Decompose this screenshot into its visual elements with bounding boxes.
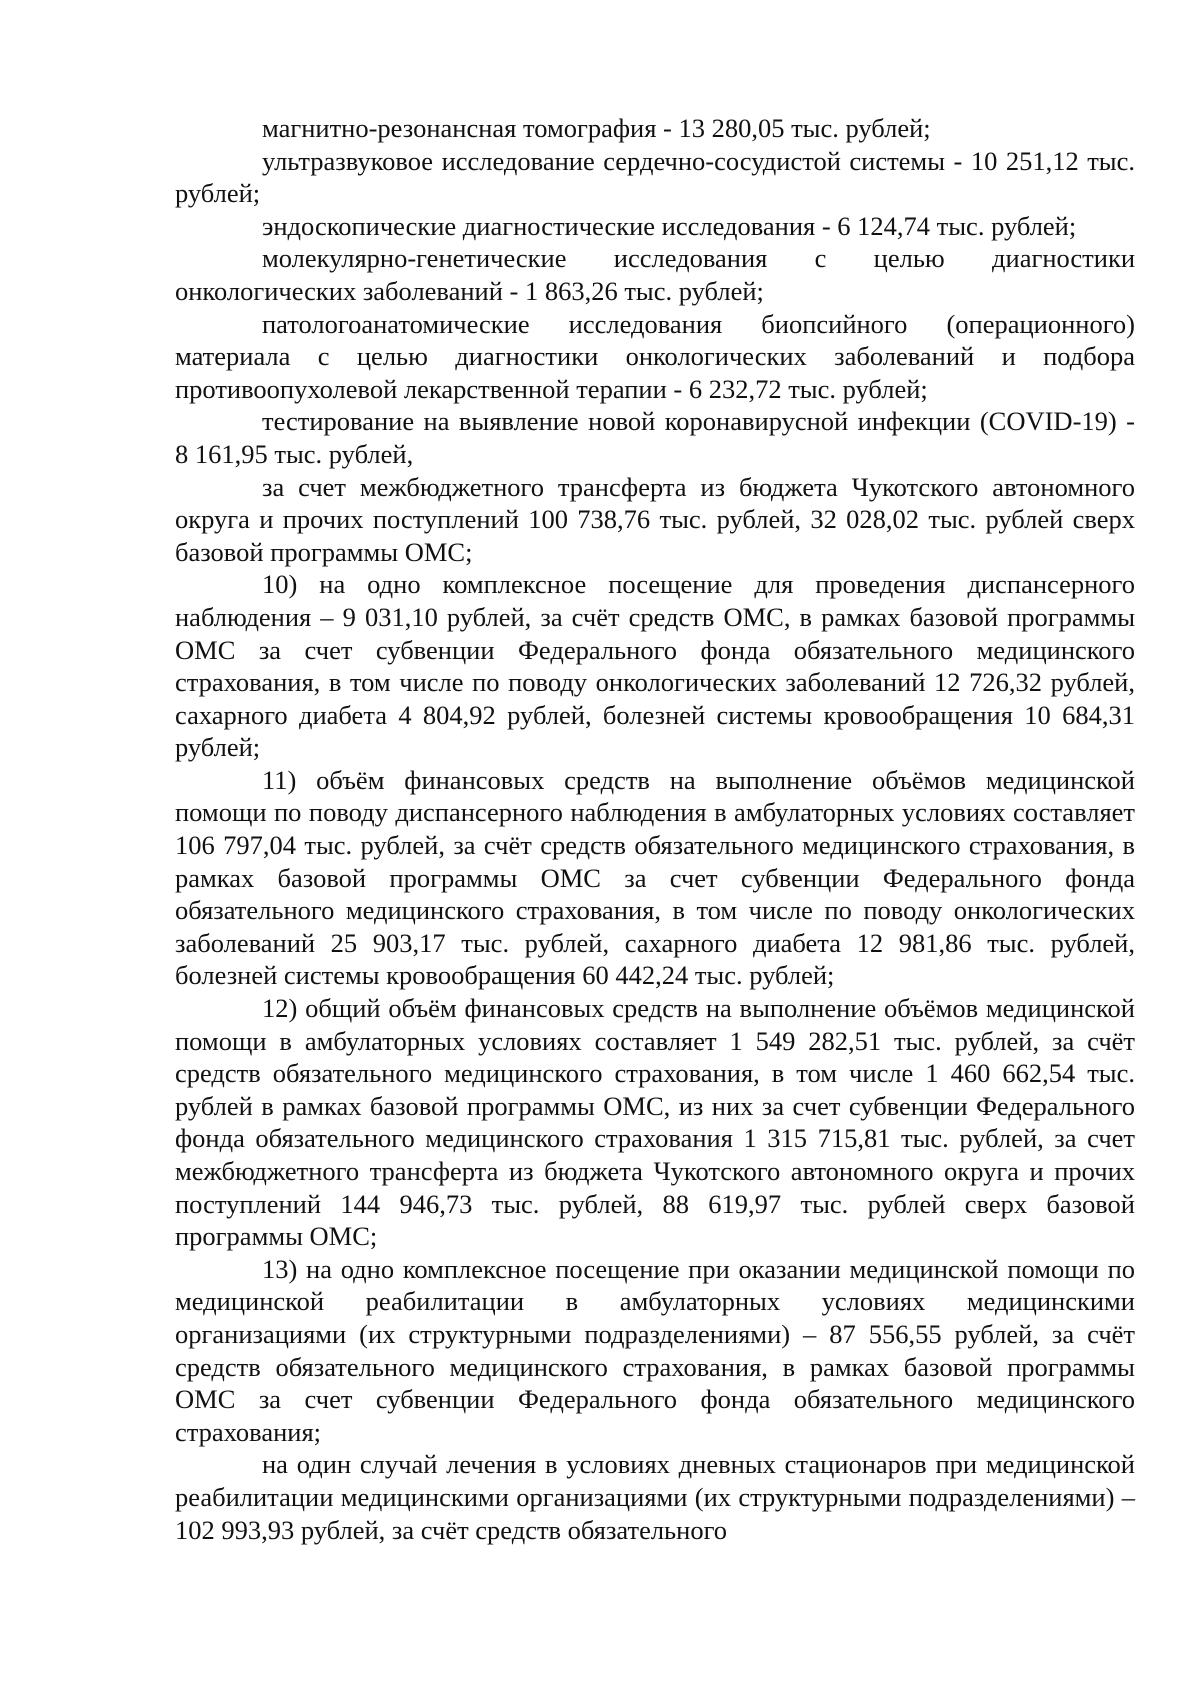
paragraph-pathology: патологоанатомические исследования биопсийного (операционного) материала с целью диагностики онкологических заболеваний и подбора противоопухолевой лекарственной терапии - 6 232,72 тыс. рублей;	[175, 308, 1135, 404]
paragraph-endoscopy: эндоскопические диагностические исследования - 6 124,74 тыс. рублей;	[262, 210, 1077, 241]
paragraph-molecular-genetic: молекулярно-генетические исследования с целью диагностики онкологических заболеваний - 1 863,26 тыс. рублей;	[175, 243, 1135, 306]
paragraph-item-11: 11) объём финансовых средств на выполнение объёмов медицинской помощи по поводу диспансерного наблюдения в амбулаторных условиях составляет 106 797,04 тыс. рублей, за счёт средств обязательного медицинского страхования, в рамках базовой программы ОМС за счет субвенции Федерального фонда обязательного медицинского страхования, в том числе по поводу онкологических заболеваний 25 903,17 тыс. рублей, сахарного диабета 12 981,86 тыс. рублей, болезней системы кровообращения 60 442,24 тыс. рублей;	[175, 764, 1135, 991]
paragraph-mri: магнитно-резонансная томография - 13 280,05 тыс. рублей;	[262, 113, 931, 143]
paragraph-day-hospital-rehab: на один случай лечения в условиях дневных стационаров при медицинской реабилитации медицинскими организациями (их структурными подразделениями) – 102 993,93 рублей, за счёт средств обязательного	[175, 1449, 1135, 1545]
paragraph-cardio-ultrasound: ультразвуковое исследование сердечно-сосудистой системы - 10 251,12 тыс. рублей;	[175, 145, 1135, 209]
paragraph-covid-testing: тестирование на выявление новой коронавирусной инфекции (COVID-19) - 8 161,95 тыс. рублей,	[175, 406, 1135, 469]
document-body	[175, 112, 1135, 1546]
paragraph-interbudget-transfer: за счет межбюджетного трансферта из бюджета Чукотского автономного округа и прочих поступлений 100 738,76 тыс. рублей, 32 028,02 тыс. рублей сверх базовой программы ОМС;	[175, 471, 1135, 567]
paragraph-item-13: 13) на одно комплексное посещение при оказании медицинской помощи по медицинской реабилитации в амбулаторных условиях медицинскими организациями (их структурными подразделениями) – 87 556,55 рублей, за счёт средств обязательного медицинского страхования, в рамках базовой программы ОМС за счет субвенции Федерального фонда обязательного медицинского страхования;	[175, 1253, 1135, 1447]
paragraph-item-10: 10) на одно комплексное посещение для проведения диспансерного наблюдения – 9 031,10 рублей, за счёт средств ОМС, в рамках базовой программы ОМС за счет субвенции Федерального фонда обязательного медицинского страхования, в том числе по поводу онкологических заболеваний 12 726,32 рублей, сахарного диабета 4 804,92 рублей, болезней системы кровообращения 10 684,31 рублей;	[175, 569, 1135, 763]
paragraph-item-12: 12) общий объём финансовых средств на выполнение объёмов медицинской помощи в амбулаторных условиях составляет 1 549 282,51 тыс. рублей, за счёт средств обязательного медицинского страхования, в том числе 1 460 662,54 тыс. рублей в рамках базовой программы ОМС, из них за счет субвенции Федерального фонда обязательного медицинского страхования 1 315 715,81 тыс. рублей, за счет межбюджетного трансферта из бюджета Чукотского автономного округа и прочих поступлений 144 946,73 тыс. рублей, 88 619,97 тыс. рублей сверх базовой программы ОМС;	[175, 993, 1135, 1252]
